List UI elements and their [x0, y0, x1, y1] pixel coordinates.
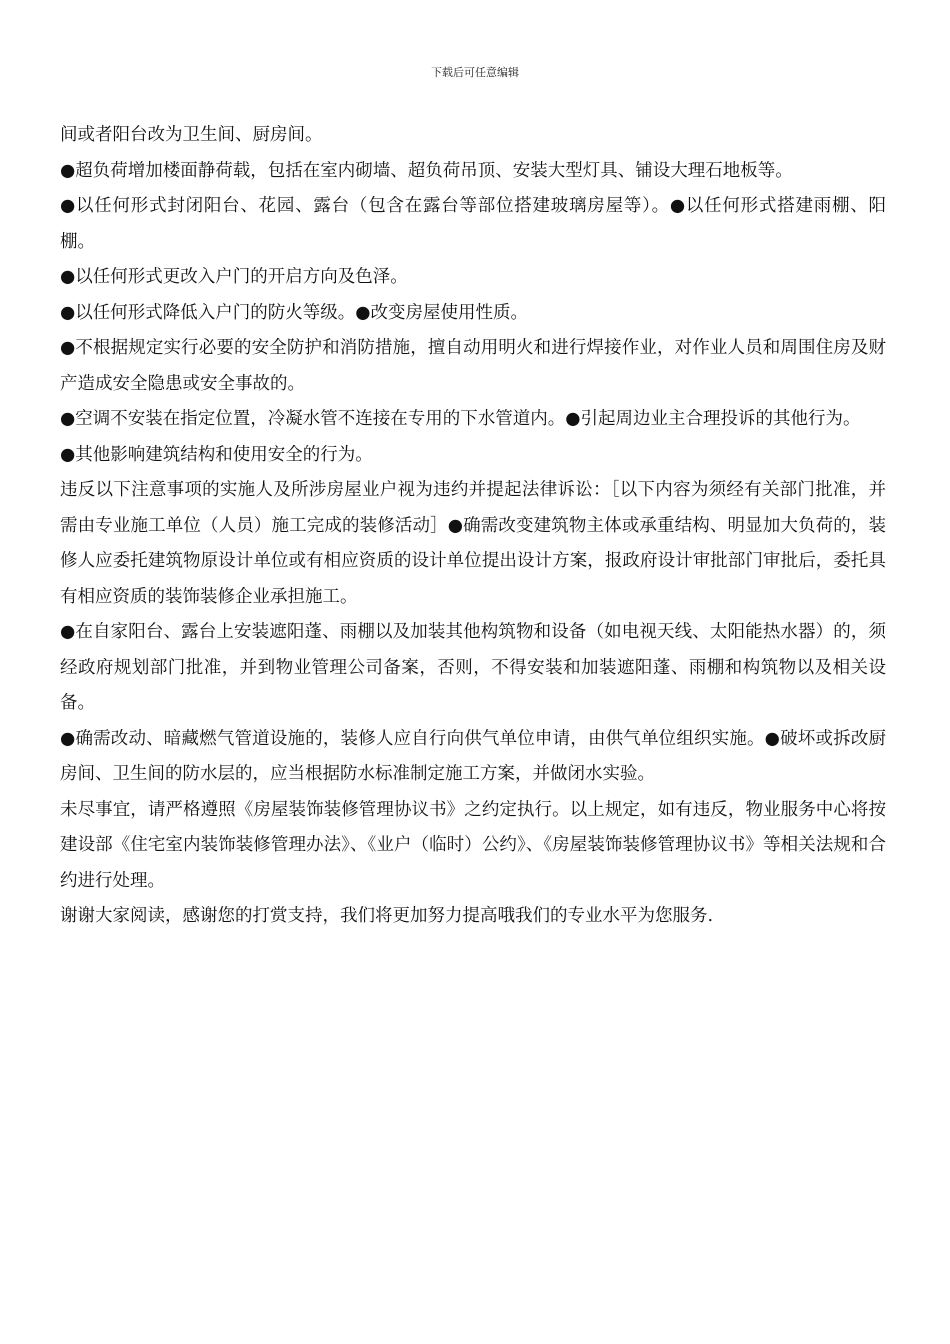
- paragraph-enclose-balcony: ●以任何形式封闭阳台、花园、露台（包含在露台等部位搭建玻璃房屋等）。●以任何形式搭建雨棚、阳棚。: [60, 196, 886, 252]
- paragraph-thanks: 谢谢大家阅读，感谢您的打赏支持，我们将更加努力提高哦我们的专业水平为您服务.: [60, 906, 714, 926]
- page-header: 下载后可任意编辑: [431, 66, 519, 79]
- paragraph-violation-approval: 违反以下注意事项的实施人及所涉房屋业户视为违约并提起法律诉讼：［以下内容为须经有关部门批准，并需由专业施工单位（人员）施工完成的装修活动］●确需改变建筑物主体或承重结构、明显加大负荷的，装修人应委托建筑物原设计单位或有相应资质的设计单位提出设计方案，报政府设计审批部门审批后，委托具有相应资质的装饰装修企业承担施工。: [60, 480, 886, 607]
- paragraph-air-conditioner: ●空调不安装在指定位置，冷凝水管不连接在专用的下水管道内。●引起周边业主合理投诉的其他行为。: [60, 409, 861, 429]
- paragraph-awning-installation: ●在自家阳台、露台上安装遮阳蓬、雨棚以及加装其他构筑物和设备（如电视天线、太阳能热水器）的，须经政府规划部门批准，并到物业管理公司备案，否则，不得安装和加装遮阳蓬、雨棚和构筑物以及相关设备。: [60, 622, 886, 713]
- paragraph-outstanding-matters: 未尽事宜，请严格遵照《房屋装饰装修管理协议书》之约定执行。以上规定，如有违反，物业服务中心将按建设部《住宅室内装饰装修管理办法》、《业户（临时）公约》、《房屋装饰装修管理协议书》等相关法规和合约进行处理。: [60, 799, 886, 891]
- paragraph-entry-door-direction: ●以任何形式更改入户门的开启方向及色泽。: [60, 267, 408, 287]
- paragraph-overload-floor: ●超负荷增加楼面静荷载，包括在室内砌墙、超负荷吊顶、安装大型灯具、铺设大理石地板等。: [60, 160, 793, 181]
- paragraph-entry-door-fire-rating: ●以任何形式降低入户门的防火等级。●改变房屋使用性质。: [60, 302, 529, 323]
- paragraph-gas-pipe: ●确需改动、暗藏燃气管道设施的，装修人应自行向供气单位申请，由供气单位组织实施。●破坏或拆改厨房间、卫生间的防水层的，应当根据防水标准制定施工方案，并做闭水实验。: [60, 728, 886, 784]
- paragraph-continuation: 间或者阳台改为卫生间、厨房间。: [60, 125, 323, 145]
- paragraph-structural-safety: ●其他影响建筑结构和使用安全的行为。: [60, 444, 373, 465]
- document-body: [60, 118, 886, 935]
- paragraph-fire-safety: ●不根据规定实行必要的安全防护和消防措施，擅自动用明火和进行焊接作业，对作业人员和周围住房及财产造成安全隐患或安全事故的。: [60, 338, 886, 394]
